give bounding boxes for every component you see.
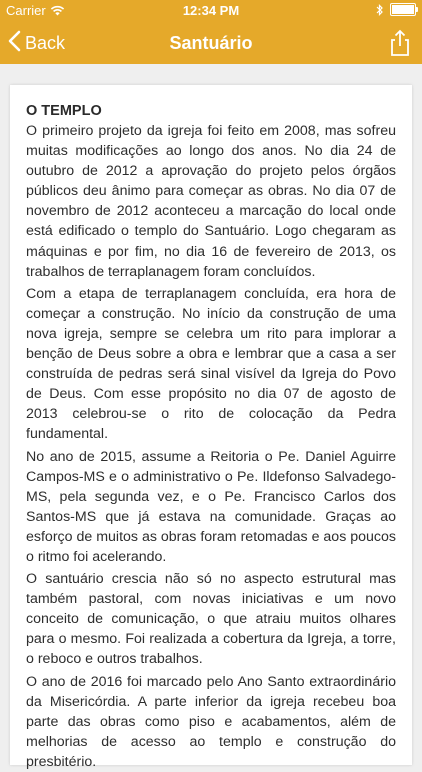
content-card [10, 85, 412, 770]
status-right [376, 3, 416, 16]
page-title: Santuário [169, 33, 253, 53]
share-button[interactable] [386, 29, 414, 57]
status-bar [0, 0, 422, 22]
paragraph: O ano de 2016 foi marcado pelo Ano Santo extraordinário da Misericórdia. A parte inferior da igreja recebeu boa parte das obras como piso e acabamentos, além de melhorias de acesso ao templo e construção do presbitério. [26, 673, 396, 770]
section-heading: O TEMPLO [26, 103, 102, 119]
article [10, 85, 412, 772]
bluetooth-icon [376, 4, 384, 16]
paragraph: O primeiro projeto da igreja foi feito em 2008, mas sofreu muitas modificações ao longo dos anos. No dia 24 de outubro de 2012 a aprovação do projeto pelos órgãos públicos deu ânimo para começar as obras. No dia 07 de novembro de 2012 aconteceu a marcação do local onde está edificado o templo do Santuário. Logo chegaram as máquinas e por fim, no dia 16 de fevereiro de 2013, os trabalhos de terraplanagem foram concluídos. [26, 123, 396, 280]
paragraph: Com a etapa de terraplanagem concluída, era hora de começar a construção. No início da construção de uma nova igreja, sempre se celebra um rito para implorar a benção de Deus sobre a obra e lembrar que a casa a ser construída de pedras será sinal visível da Igreja do Povo de Deus. Com esse propósito no dia 07 de agosto de 2013 celebrou-se o rito de colocação da Pedra fundamental. [26, 285, 396, 443]
battery-icon [390, 3, 416, 16]
carrier-label: Carrier [6, 3, 46, 18]
navigation-bar [0, 22, 422, 64]
share-icon [386, 44, 414, 61]
status-time: 12:34 PM [182, 3, 240, 18]
back-label: Back [25, 32, 66, 53]
paragraph: No ano de 2015, assume a Reitoria o Pe. Daniel Aguirre Campos-MS e o administrativo o Pe. Ildefonso Salvadego-MS, pela segunda vez, e o Pe. Francisco Carlos dos Santos-MS que já estava na comunidade. Graças ao esforço de muitos as obras foram retomadas e aos poucos o ritmo foi acelerando. [26, 448, 396, 565]
paragraph: O santuário crescia não só no aspecto estrutural mas também pastoral, com novas iniciativas e um novo conceito de comunicação, o que atraiu muitos olhares para o mesmo. Foi realizada a cobertura da Igreja, a torre, o reboco e outros trabalhos. [26, 571, 396, 668]
